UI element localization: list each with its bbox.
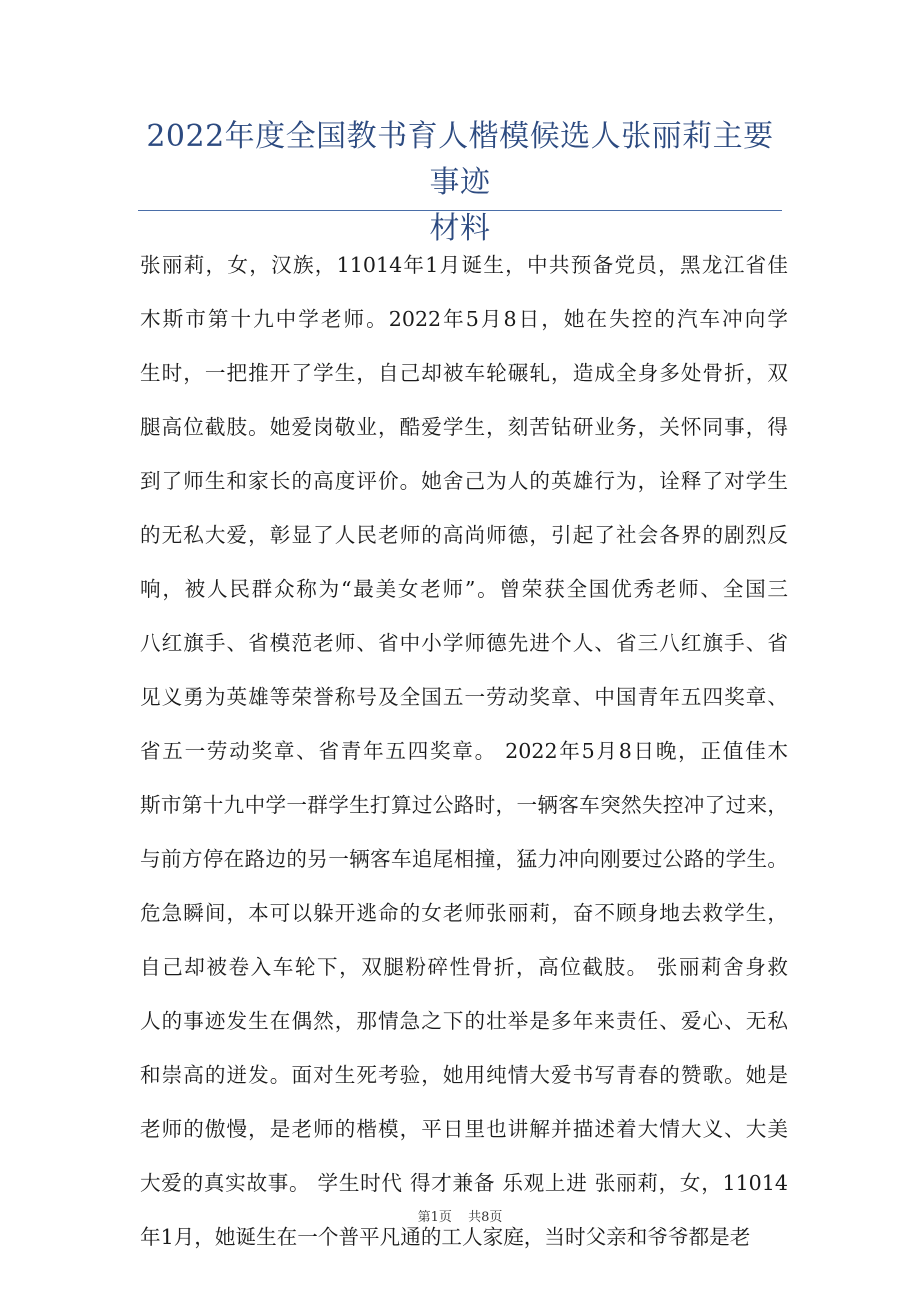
text-line: 八红旗手、省模范老师、省中小学师德先进个人、省三八红旗手、省 [140, 631, 788, 655]
text-line: 木斯市第十九中学老师。2022年5月8日，她在失控的汽车冲向学 [140, 307, 788, 331]
text-line: 斯市第十九中学一群学生打算过公路时，一辆客车突然失控冲了过来， [140, 793, 788, 817]
text-line: 与前方停在路边的另一辆客车追尾相撞，猛力冲向刚要过公路的学生。 [140, 847, 788, 871]
text-line: 人的事迹发生在偶然，那情急之下的壮举是多年来责任、爱心、无私 [140, 1009, 788, 1033]
text-line: 见义勇为英雄等荣誉称号及全国五一劳动奖章、中国青年五四奖章、 [140, 685, 788, 709]
page-footer [0, 1206, 920, 1225]
text-line: 到了师生和家长的高度评价。她舍己为人的英雄行为，诠释了对学生 [140, 469, 788, 493]
text-line: 和崇高的迸发。面对生死考验，她用纯情大爱书写青春的赞歌。她是 [140, 1063, 788, 1087]
text-line: 省五一劳动奖章、省青年五四奖章。 2022年5月8日晚，正值佳木 [140, 739, 788, 763]
title-divider [138, 210, 782, 211]
page-total: 共8页 [468, 1210, 503, 1225]
text-line: 的无私大爱，彰显了人民老师的高尚师德，引起了社会各界的剧烈反 [140, 523, 788, 547]
text-line: 大爱的真实故事。 学生时代 得才兼备 乐观上进 张丽莉，女，11014 [140, 1171, 788, 1195]
text-line: 老师的傲慢，是老师的楷模，平日里也讲解并描述着大情大义、大美 [140, 1117, 788, 1141]
text-line: 腿高位截肢。她爱岗敬业，酷爱学生，刻苦钻研业务，关怀同事，得 [140, 415, 788, 439]
text-line: 生时，一把推开了学生，自己却被车轮碾轧，造成全身多处骨折，双 [140, 361, 788, 385]
text-line: 危急瞬间，本可以躲开逃命的女老师张丽莉，奋不顾身地去救学生， [140, 901, 788, 925]
text-line: 自己却被卷入车轮下，双腿粉碎性骨折，高位截肢。 张丽莉舍身救 [140, 955, 788, 979]
document-title [138, 114, 782, 252]
title-line-1: 2022年度全国教书育人楷模候选人张丽莉主要事迹 [146, 119, 774, 200]
body-text [140, 238, 788, 1264]
text-line: 年1月，她诞生在一个普平凡通的工人家庭，当时父亲和爷爷都是老 [140, 1225, 751, 1249]
text-line: 张丽莉，女，汉族，11014年1月诞生，中共预备党员，黑龙江省佳 [140, 253, 788, 277]
title-line-2: 材料 [429, 211, 491, 246]
text-line: 响，被人民群众称为“最美女老师”。曾荣获全国优秀老师、全国三 [140, 577, 788, 601]
page-number: 第1页 [417, 1210, 452, 1225]
